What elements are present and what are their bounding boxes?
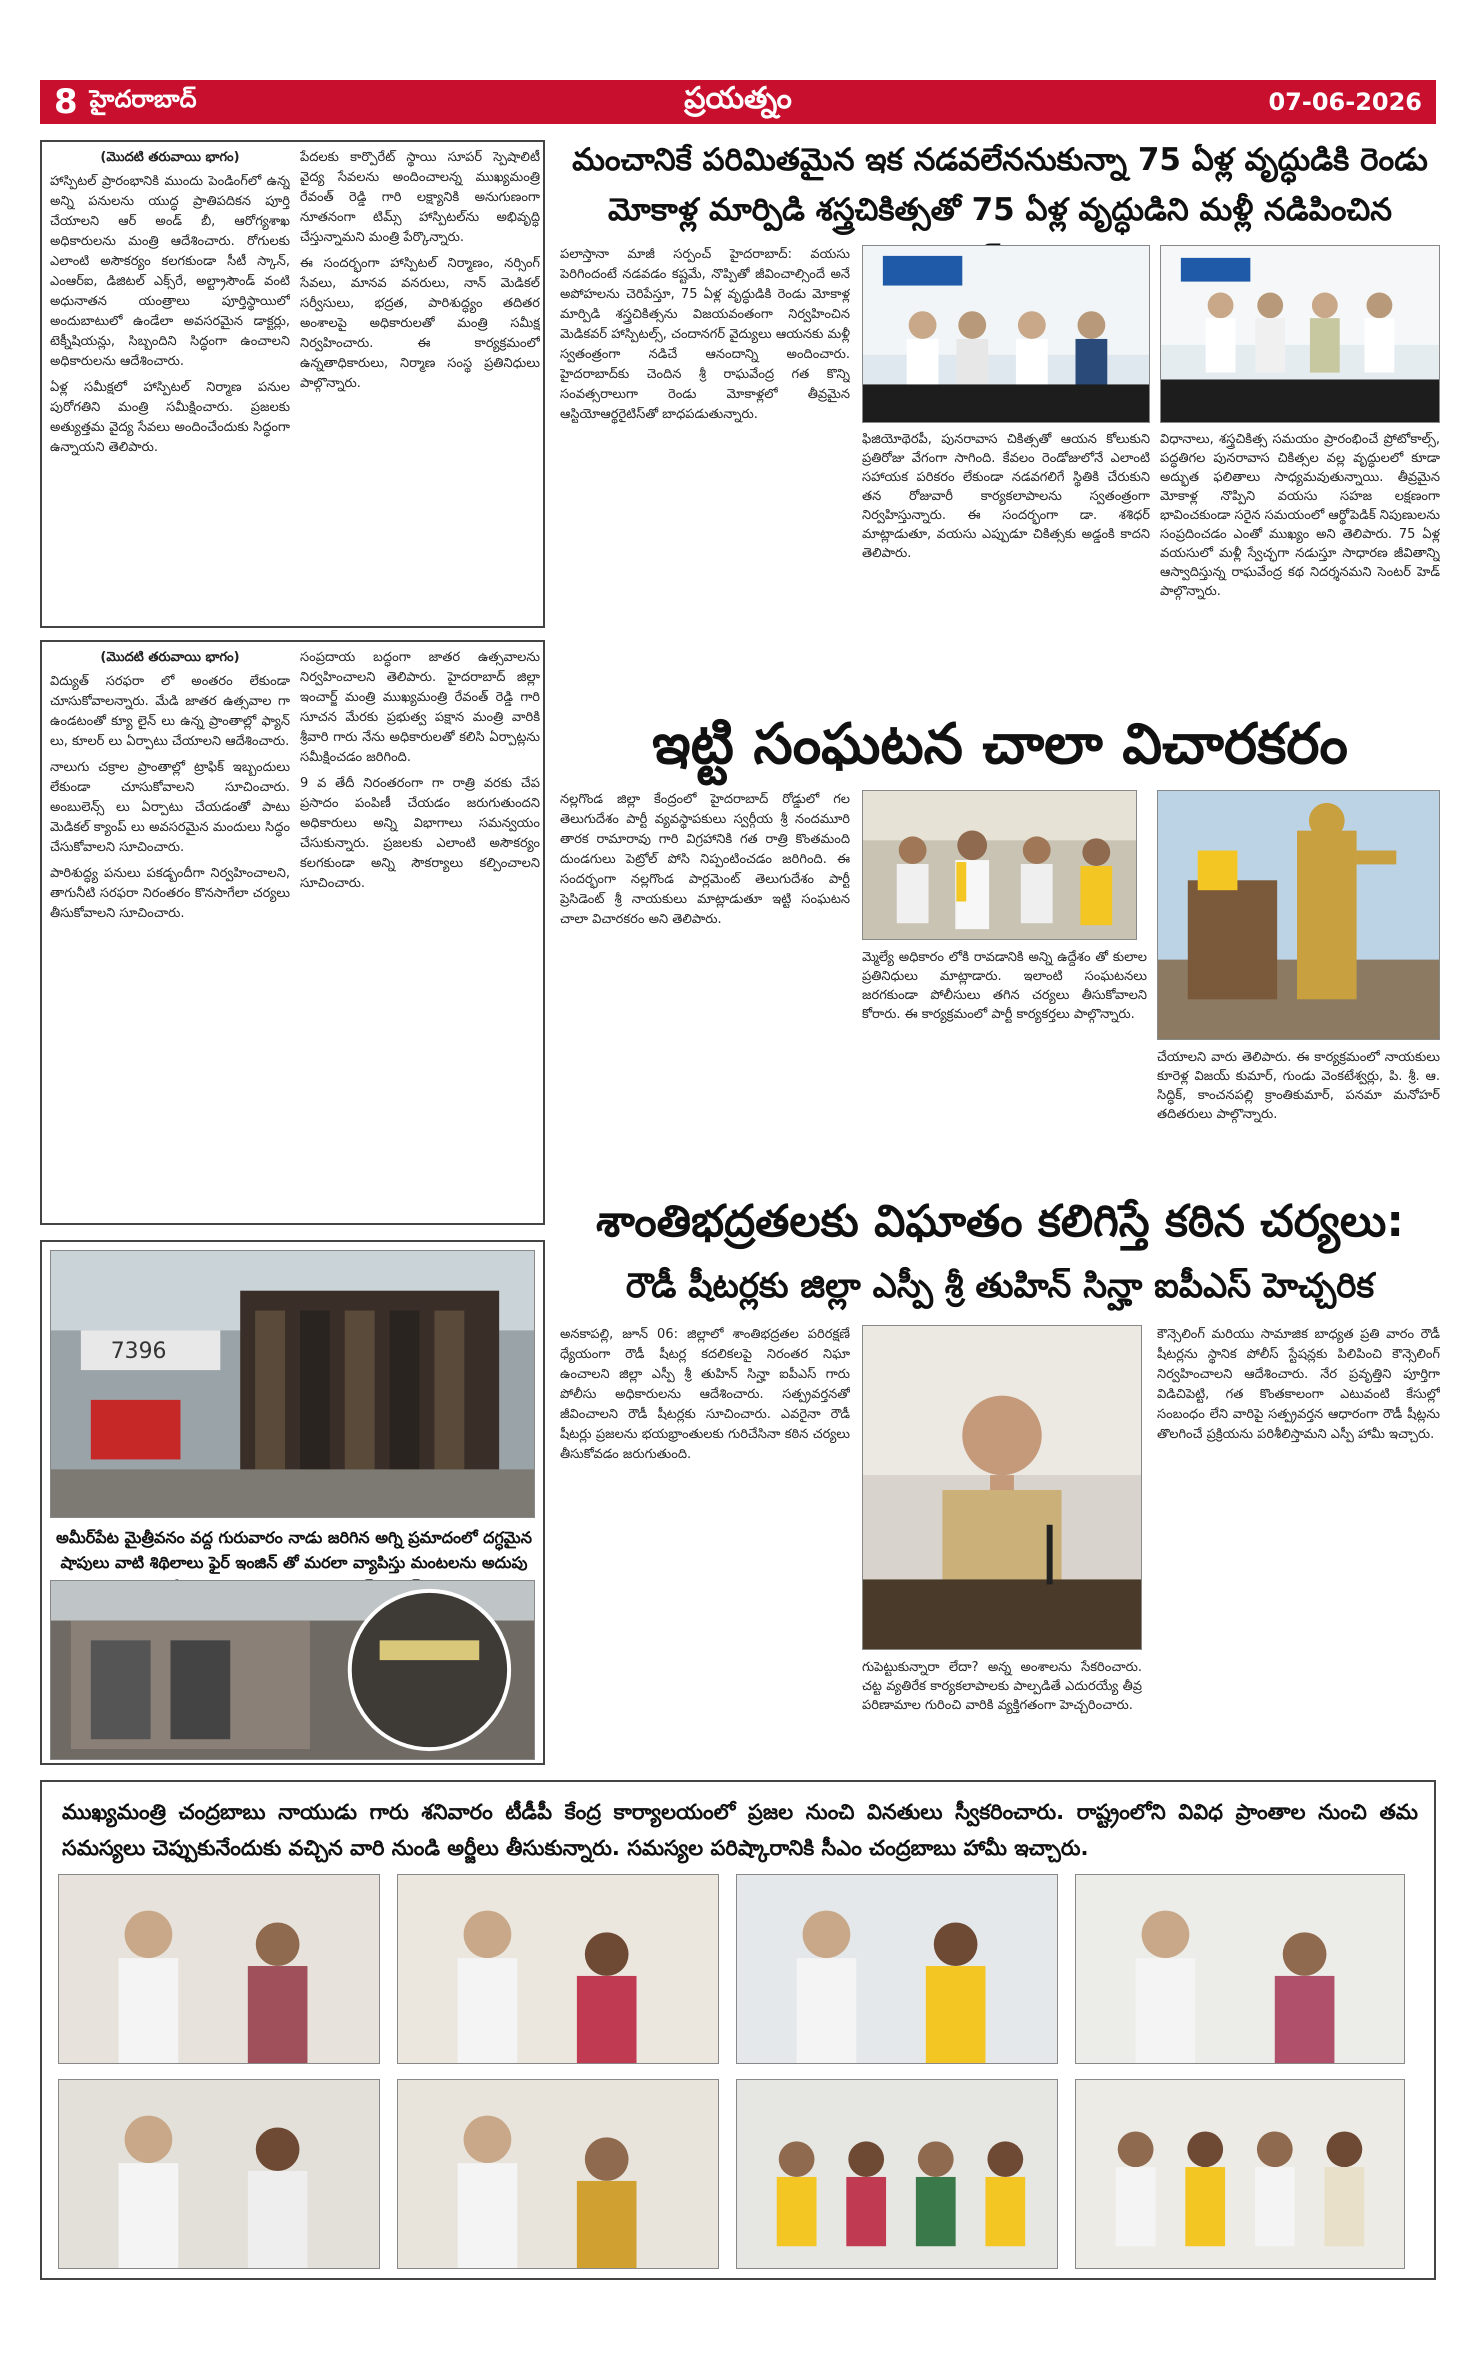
cm-photo-8 (1075, 2079, 1405, 2269)
fire-photo-2 (50, 1580, 535, 1760)
paragraph: 9 వ తేదీ నిరంతరంగా గా రాత్రి వరకు చేప ప్రసాదం పంపిణీ చేయడం జరుగుతుందని అధికారులు అన్ని విభాగాలు సమన్వయం చేసుకున్నారు. ప్రజలకు ఎలాంటి అసౌకర్యం కలగకుండా అన్ని సౌకర్యాలు కల్పించాలని సూచించారు. (300, 776, 540, 891)
issue-date: 07-06-2026 (1268, 88, 1422, 116)
sp-headline: శాంతిభద్రతలకు విఘాతం కలిగిస్తే కఠిన చర్యలు: (596, 1196, 1404, 1247)
left-story-2 (40, 640, 545, 1225)
fire-sign-text: 7396 (110, 1339, 167, 1365)
knee-story-headline: మంచానికే పరిమితమైన ఇక నడవలేననుకున్నా 75 ఏళ్ల వృద్ధుడికి రెండు మోకాళ్ల మార్పిడి శస్త్రచికిత్సతో 75 ఏళ్ల వృద్ధుడిని మళ్లీ నడిపించిన (572, 142, 1428, 228)
incident-photo-2 (1157, 790, 1440, 1040)
cm-photo-4 (1075, 1874, 1405, 2064)
paragraph: నాలుగు చక్రాల ప్రాంతాల్లో ట్రాఫిక్ ఇబ్బందులు లేకుండా చూసుకోవాలని సూచించారు. అంబులెన్స్ లు ఏర్పాటు చేయడంతో పాటు మెడికల్ క్యాంప్ లు అవసరమైన మందులు సిద్ధం చేసుకోవాలని సూచించారు. (50, 760, 290, 855)
knee-story-col3: విధానాలు, శస్త్రచికిత్స సమయం ప్రారంభించే ప్రోటోకాల్స్, పద్ధతిగల పునరావాస చికిత్సల వల్ల వృద్ధులలో కూడా అద్భుత ఫలితాలు సాధ్యమవుతున్నాయి. తీవ్రమైన మోకాళ్ల నొప్పిని వయసు సహజ లక్షణంగా భావించకుండా సరైన సమయంలో ఆర్థోపెడిక్ నిపుణులను సంప్రదించడం ఎంతో ముఖ్యం అని తెలిపారు. 75 ఏళ్ల వయసులో మళ్లీ స్వేచ్ఛగా నడుస్తూ సాధారణ జీవితాన్ని ఆస్వాదిస్తున్న రాఘవేంద్ర కథ నిదర్శనమని సెంటర్ హెడ్ పాల్గొన్నారు. (1160, 432, 1440, 599)
cm-photo-7 (736, 2079, 1058, 2269)
knee-photo-1 (862, 245, 1150, 423)
incident-headline: ఇట్టి సంఘటన చాలా విచారకరం (652, 712, 1348, 777)
cm-photo-3 (736, 1874, 1058, 2064)
left-story-1-col2 (300, 148, 540, 622)
page-number-block (54, 82, 197, 122)
paragraph: హాస్పిటల్ ప్రారంభానికి ముందు పెండింగ్‌లో ఉన్న అన్ని పనులను యుద్ధ ప్రాతిపదికన పూర్తి చేయాలని ఆర్ అండ్ బీ, ఆరోగ్యశాఖ అధికారులను మంత్రి ఆదేశించారు. రోగులకు ఎలాంటి అసౌకర్యం కలగకుండా సీటీ స్కాన్, ఎంఆర్ఐ, డిజిటల్ ఎక్స్‌రే, అల్ట్రాసౌండ్ వంటి అధునాతన యంత్రాలు పూర్తిస్థాయిలో అందుబాటులో ఉండేలా అవసరమైన డాక్టర్లు, టెక్నీషియన్లు, సిబ్బందిని సిద్ధంగా ఉంచాలని అధికారులను ఆదేశించారు. (50, 174, 290, 369)
fire-photo-1 (50, 1250, 535, 1518)
paragraph: ఏళ్ల సమీక్షలో హాస్పిటల్ నిర్మాణ పనుల పురోగతిని మంత్రి సమీక్షించారు. ప్రజలకు అత్యుత్తమ వైద్య సేవలు అందించేందుకు సిద్ధంగా ఉన్నాయని తెలిపారు. (50, 380, 290, 455)
paragraph: ఈ సందర్భంగా హాస్పిటల్ నిర్మాణం, నర్సింగ్ సేవలు, మానవ వనరులు, నాన్ మెడికల్ సర్వీసులు, భద్రత, పారిశుద్ధ్యం తదితర అంశాలపై అధికారులతో మంత్రి సమీక్ష నిర్వహించారు. ఈ కార్యక్రమంలో ఉన్నతాధికారులు, నిర్మాణ సంస్థ ప్రతినిధులు పాల్గొన్నారు. (300, 256, 540, 391)
knee-photo-2 (1160, 245, 1440, 423)
sp-subheadline: రౌడీ షీటర్లకు జిల్లా ఎస్పీ శ్రీ తుహిన్ సిన్హా ఐపీఎస్ హెచ్చరిక (625, 1266, 1375, 1306)
fire-caption: అమీర్‌పేట మైత్రీవనం వద్ద గురువారం నాడు జరిగిన అగ్ని ప్రమాదంలో దగ్ధమైన షాపులు వాటి శిథిలాలు ఫైర్ ఇంజిన్ తో మరలా వ్యాపిస్తు మంటలను అదుపు (56, 1528, 532, 1572)
cm-photo-5 (58, 2079, 380, 2269)
incident-col2: మ్మెల్యే అధికారం లోకి రావడానికి అన్ని ఉద్దేశం తో కులాల ప్రతినిధులు మాట్లాడారు. ఇలాంటి సంఘటనలు జరగకుండా పోలీసులు తగిన చర్యలు తీసుకోవాలని కోరారు. ఈ కార్యక్రమంలో పార్టీ కార్యకర్తలు పాల్గొన్నారు. (862, 950, 1147, 1022)
left-story-2-col1 (50, 648, 290, 1220)
incident-col3: చేయాలని వారు తెలిపారు. ఈ కార్యక్రమంలో నాయకులు కూరెళ్ల విజయ్ కుమార్, గుండు వెంకటేశ్వర్లు, పి. శ్రీ. ఆ. సిద్ధిక్, కాంచనపల్లి క్రాంతికుమార్, పనమా మనోహర్ తదితరులు పాల్గొన్నారు. (1157, 1050, 1440, 1122)
brand-name: ప్రయత్నం (684, 81, 792, 116)
cm-photo-1 (58, 1874, 380, 2064)
continuation-label: (మొదటి తరువాయి భాగం) (100, 650, 240, 665)
sp-photo (862, 1325, 1142, 1650)
continuation-label: (మొదటి తరువాయి భాగం) (100, 150, 240, 165)
cm-grievance-box (40, 1780, 1436, 2280)
cm-photo-2 (397, 1874, 719, 2064)
incident-col1: నల్లగొండ జిల్లా కేంద్రంలో హైదరాబాద్ రోడ్డులో గల తెలుగుదేశం పార్టీ వ్యవస్థాపకులు స్వర్గీయ శ్రీ నందమూరి తారక రామారావు గారి విగ్రహానికి గత రాత్రి కొంతమంది దుండగులు పెట్రోల్ పోసి నిప్పంటించడం జరిగింది. ఈ సందర్భంగా నల్లగొండ పార్లమెంట్ తెలుగుదేశం పార్టీ ప్రెసిడెంట్ శ్రీ నాయకులు మాట్లాడుతూ ఇట్టి సంఘటన చాలా విచారకరం అని తెలిపారు. (560, 792, 850, 927)
incident-photo-1 (862, 790, 1137, 940)
paragraph: పేదలకు కార్పొరేట్ స్థాయి సూపర్ స్పెషాలిటీ వైద్య సేవలను అందించాలన్న ముఖ్యమంత్రి రేవంత్ రెడ్డి గారి లక్ష్యానికి అనుగుణంగా నూతనంగా టిమ్స్ హాస్పిటల్‌ను అభివృద్ధి చేస్తున్నామని మంత్రి పేర్కొన్నారు. (300, 150, 540, 245)
left-story-2-col2 (300, 648, 540, 1220)
left-story-1 (40, 140, 545, 628)
sp-col1: అనకాపల్లి, జూన్ 06: జిల్లాలో శాంతిభద్రతల పరిరక్షణే ధ్యేయంగా రౌడీ షీటర్ల కదలికలపై నిరంతర నిఘా ఉంచాలని జిల్లా ఎస్పీ శ్రీ తుహిన్ సిన్హా ఐపీఎస్ గారు పోలీసు అధికారులను ఆదేశించారు. సత్ప్రవర్తనతో జీవించాలని రౌడీ షీటర్లకు సూచించారు. ఎవరైనా రౌడీ షీటర్లు ప్రజలను భయభ్రాంతులకు గురిచేసినా కఠిన చర్యలు తీసుకోవడం జరుగుతుంది. (560, 1327, 850, 1462)
city-name: హైదరాబాద్ (89, 85, 197, 113)
knee-story-col2: ఫిజియోథెరపీ, పునరావాస చికిత్సతో ఆయన కోలుకుని ప్రతిరోజు వేగంగా సాగింది. కేవలం రెండోజులోనే ఎలాంటి సహాయక పరికరం లేకుండా నడవగలిగే స్థితికి చేరుకుని తన రోజువారీ కార్యకలాపాలను స్వతంత్రంగా నిర్వహిస్తున్నారు. ఈ సందర్భంగా డా. శశిధర్ మాట్లాడుతూ, వయసు ఎప్పుడూ చికిత్సకు అడ్డంకి కాదని తెలిపారు. (862, 432, 1150, 561)
paragraph: సంప్రదాయ బద్ధంగా జాతర ఉత్సవాలను నిర్వహించాలని తెలిపారు. హైదరాబాద్ జిల్లా ఇంచార్జ్ మంత్రి ముఖ్యమంత్రి రేవంత్ రెడ్డి గారి సూచన మేరకు ప్రభుత్వ పక్షాన మంత్రి వారికి శ్రీవారి గారు నేను అధికారులతో కలిసి ఏర్పాట్లను సమీక్షించడం జరిగింది. (300, 650, 540, 765)
cm-photo-6 (397, 2079, 719, 2269)
page-number: 8 (54, 82, 78, 122)
sp-col2: గుపెట్టుకున్నారా లేదా? అన్న అంశాలను సేకరించారు. చట్ట వ్యతిరేక కార్యకలాపాలకు పాల్పడితే ఎదురయ్యే తీవ్ర పరిణామాల గురించి వారికి వ్యక్తిగతంగా హెచ్చరించారు. (862, 1660, 1142, 1713)
cm-headline: ముఖ్యమంత్రి చంద్రబాబు నాయుడు గారు శనివారం టీడీపీ కేంద్ర కార్యాలయంలో ప్రజల నుంచి వినతులు స్వీకరించారు. రాష్ట్రంలోని వివిధ ప్రాంతాల నుంచి తమ సమస్యలు చెప్పుకునేందుకు వచ్చిన వారి నుండి అర్జీలు తీసుకున్నారు. సమస్యల పరిష్కారానికి సీఎం చంద్రబాబు హామీ ఇచ్చారు. (62, 1800, 1418, 1860)
left-story-1-col1 (50, 148, 290, 622)
paragraph: విద్యుత్ సరఫరా లో అంతరం లేకుండా చూసుకోవాలన్నారు. మేడి జాతర ఉత్సవాల గా ఉండటంతో క్యూ లైన్ లు ఉన్న ప్రాంతాల్లో ఫ్యాన్ లు, కూలర్ లు ఏర్పాటు చేయాలని ఆదేశించారు. (50, 674, 290, 749)
knee-story-col1: పలాస్తానా మాజీ సర్పంచ్ హైదరాబాద్: వయసు పెరిగిందంటే నడవడం కష్టమే, నొప్పితో జీవించాల్సిందే అనే అపోహలను చెరిపేస్తూ, 75 ఏళ్ల వృద్ధుడికి రెండు మోకాళ్ల మార్పిడి శస్త్రచికిత్సను విజయవంతంగా నిర్వహించిన మెడికవర్ హాస్పిటల్స్, చందానగర్ వైద్యులు ఆయనకు మళ్లీ స్వతంత్రంగా నడిచే ఆనందాన్ని అందించారు. హైదరాబాద్‌కు చెందిన శ్రీ రాఘవేంద్ర గత కొన్ని సంవత్సరాలుగా రెండు మోకాళ్లలో తీవ్రమైన ఆస్టియోఆర్థరైటిస్‌తో బాధపడుతున్నారు. (560, 247, 850, 422)
paragraph: పారిశుద్ధ్య పనులు పకడ్బందీగా నిర్వహించాలని, తాగునీటి సరఫరా నిరంతరం కొనసాగేలా చర్యలు తీసుకోవాలని సూచించారు. (50, 866, 290, 921)
masthead (40, 80, 1436, 124)
sp-col3: కౌన్సెలింగ్ మరియు సామాజిక బాధ్యత ప్రతి వారం రౌడీ షీటర్లను స్థానిక పోలీస్ స్టేషన్లకు పిలిపించి కౌన్సెలింగ్ నిర్వహించాలని ఆదేశించారు. నేర ప్రవృత్తిని పూర్తిగా విడిచిపెట్టి, గత కొంతకాలంగా ఎటువంటి కేసుల్లో సంబంధం లేని వారిపై సత్ప్రవర్తన ఆధారంగా రౌడీ షీట్లను తొలగించే ప్రక్రియను పరిశీలిస్తామని ఎస్పీ హామీ ఇచ్చారు. (1157, 1327, 1440, 1442)
